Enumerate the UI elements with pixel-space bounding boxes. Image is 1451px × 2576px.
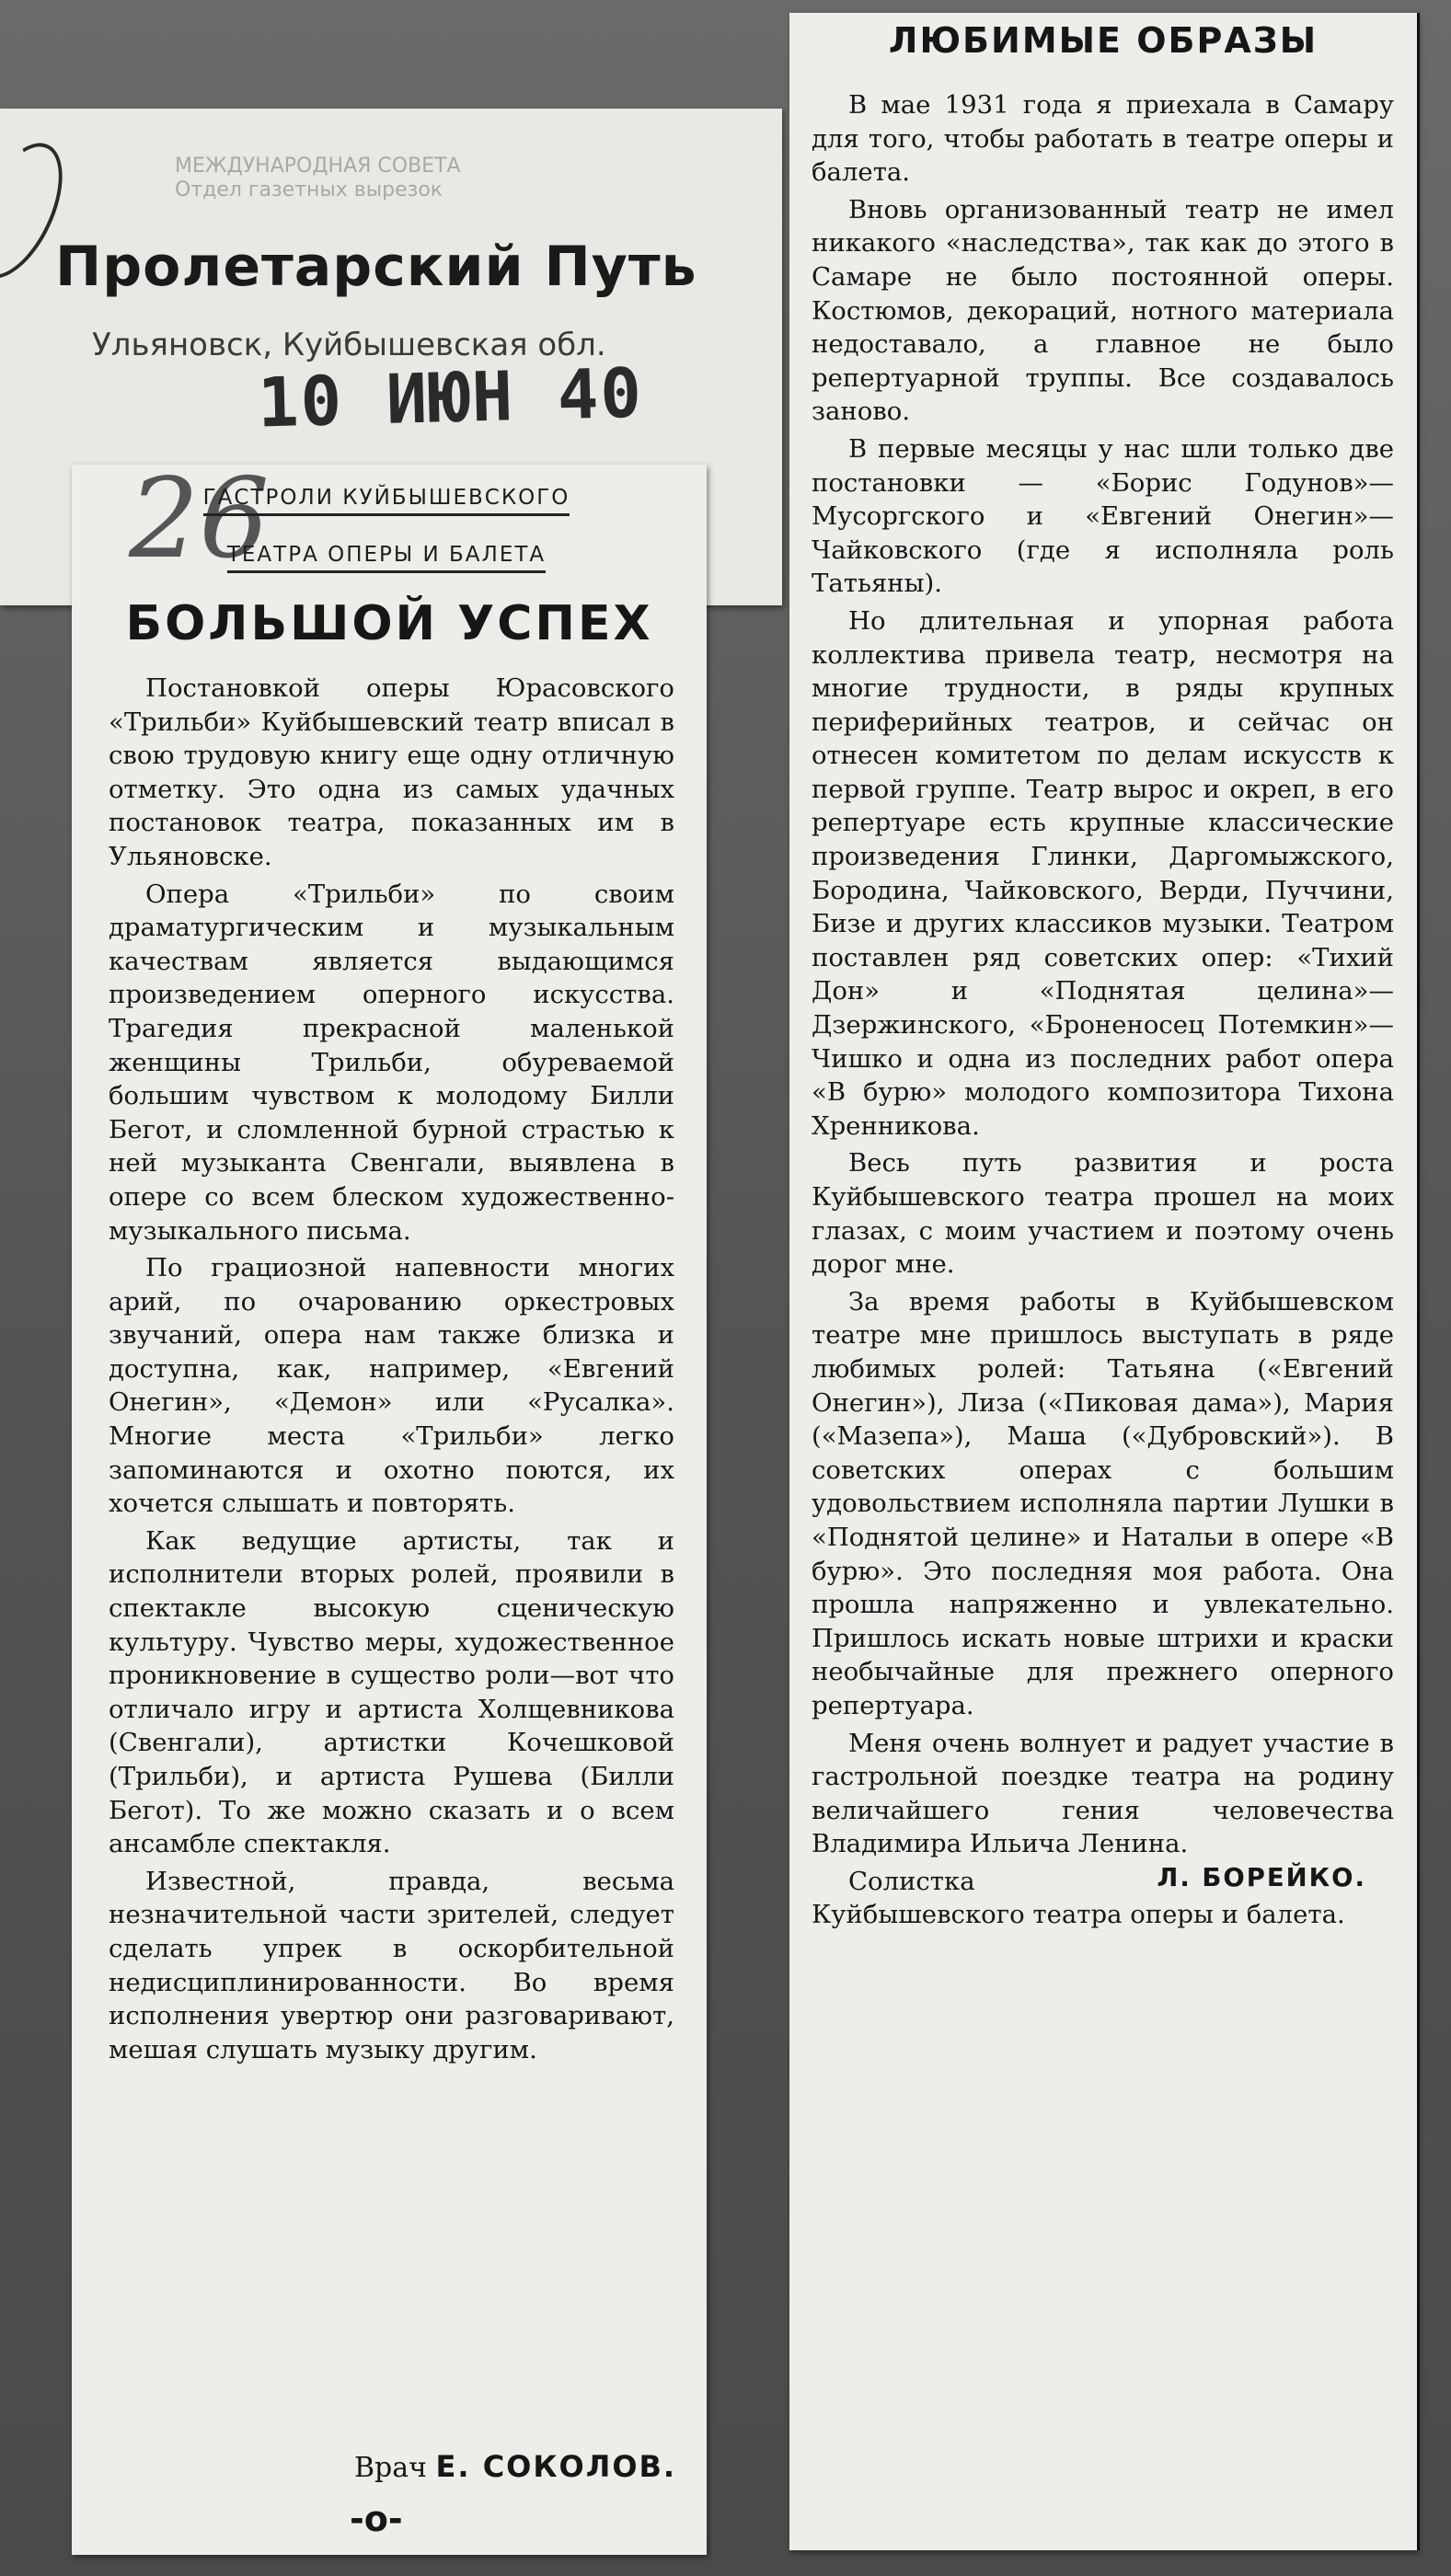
date-stamp: 10 ИЮН 40 — [256, 353, 645, 443]
paragraph: В мае 1931 года я приехала в Самару для того, чтобы работать в театре оперы и балета. — [812, 90, 1394, 188]
right-article-headline: ЛЮБИМЫЕ ОБРАЗЫ — [888, 20, 1319, 61]
paragraph-text: Меня очень волнует и радует участие в гастрольной поездке театра на родину величайшего гения человечества Владимира Ильича Ленина. — [812, 1728, 1394, 1859]
newspaper-title: Пролетарский Путь — [55, 235, 697, 299]
right-article-body — [812, 88, 1394, 1936]
paragraph: Известной, правда, весьма незначительной части зрителей, следует сделать упрек в оскорбительной недисциплинированности. Во время исполнения увертюр они разговаривают, мешая слушать музыку другим. — [109, 1866, 674, 2064]
paragraph: В первые месяцы у нас шли только две постановки — «Борис Годунов»—Мусоргского и «Евгений Онегин»—Чайковского (где я исполняла роль Татьяны). — [812, 433, 1394, 599]
paragraph — [812, 1727, 1394, 1892]
kicker-text: ГАСТРОЛИ КУЙБЫШЕВСКОГО — [203, 486, 570, 516]
kicker-line-1 — [101, 486, 672, 510]
left-article-body — [109, 672, 674, 2070]
faint-stamp-line: МЕЖДУНАРОДНАЯ СОВЕТА — [175, 155, 461, 178]
clipping-edge — [1417, 13, 1420, 2550]
author-role: Солистка Куйбышевского театра оперы и балета. — [812, 1866, 1345, 1930]
left-article-headline: БОЛЬШОЙ УСПЕХ — [125, 596, 653, 651]
kicker-text: ТЕАТРА ОПЕРЫ И БАЛЕТА — [227, 543, 546, 573]
paragraph: Но длительная и упорная работа коллектива привела театр, несмотря на многие трудности, в ряды крупных периферийных театров, и сейчас он отнесен комитетом по делам искусств к первой группе. Театр вырос и окреп, в его репертуаре есть крупные классические произведения Глинки, Даргомыжского, Бородина, Чайковского, Верди, Пуччини, Бизе и других классиков музыки. Театром поставлен ряд советских опер: «Тихий Дон» и «Поднятая целина»—Дзержинского, «Броненосец Потемкин»—Чишко и одна из последних работ опера «В бурю» молодого композитора Тихона Хренникова. — [812, 605, 1394, 1141]
handwritten-page-number: 26 — [129, 455, 270, 583]
author-role: Врач — [354, 2452, 427, 2484]
faint-stamp-text — [175, 155, 727, 202]
paragraph: Опера «Трильби» по своим драматургическим и музыкальным качествам является выдающимся произведением оперного искусства. Трагедия прекрасной маленькой женщины Трильби, обуреваемой большим чувством к молодому Билли Бегот, и сломленной бурной страстью к ней музыканта Свенгали, выявлена в опере со всем блеском художественно-музыкального письма. — [109, 879, 674, 1246]
paragraph: Вновь организованный театр не имел никакого «наследства», так как до этого в Самаре не было постоянной оперы. Костюмов, декораций, нотного материала недоставало, а главное не было репертуарной труппы. Все создавалось заново. — [812, 194, 1394, 427]
left-article-signature — [354, 2449, 676, 2484]
author-name: Л. БОРЕЙКО. — [1157, 1862, 1366, 1892]
end-mark: -о- — [350, 2499, 403, 2539]
faint-stamp-line: Отдел газетных вырезок — [175, 178, 443, 201]
paragraph: По грациозной напевности многих арий, по очарованию оркестровых звучаний, опера нам также близка и доступна, как, например, «Евгений Онегин», «Демон» или «Русалка». Многие места «Трильби» легко запоминаются и охотно поются, их хочется слышать и повторять. — [109, 1253, 674, 1519]
author-name: Е. СОКОЛОВ. — [435, 2449, 677, 2484]
paragraph: Как ведущие артисты, так и исполнители вторых ролей, проявили в спектакле высокую сценическую культуру. Чувство меры, художественное проникновение в существо роли—вот что отличало игру и артиста Холщевникова (Свенгали), артистки Кочешковой (Трильби), и артиста Рушева (Билли Бегот). То же можно сказать и о всем ансамбле спектакля. — [109, 1525, 674, 1859]
kicker-line-2 — [101, 543, 672, 567]
paragraph: Постановкой оперы Юрасовского «Трильби» Куйбышевский театр вписал в свою трудовую книгу еще одну отличную отметку. Это одна из самых удачных постановок театра, показанных им в Ульяновске. — [109, 673, 674, 871]
paragraph: За время работы в Куйбышевском театре мне пришлось выступать в ряде любимых ролей: Татьяна («Евгений Онегин»), Лиза («Пиковая дама»), Мария («Мазепа»), Маша («Дубровский»). В советских операх с большим удовольствием исполняла партии Лушки в «Поднятой целине» и Натальи в опере «В бурю». Это последняя моя работа. Она прошла напряженно и увлекательно. Пришлось искать новые штрихи и краски необычайные для прежнего оперного репертуара. — [812, 1286, 1394, 1720]
newspaper-city: Ульяновск, Куйбышевская обл. — [92, 327, 606, 363]
paragraph: Весь путь развития и роста Куйбышевского театра прошел на моих глазах, с моим участием и поэтому очень дорог мне. — [812, 1148, 1394, 1280]
